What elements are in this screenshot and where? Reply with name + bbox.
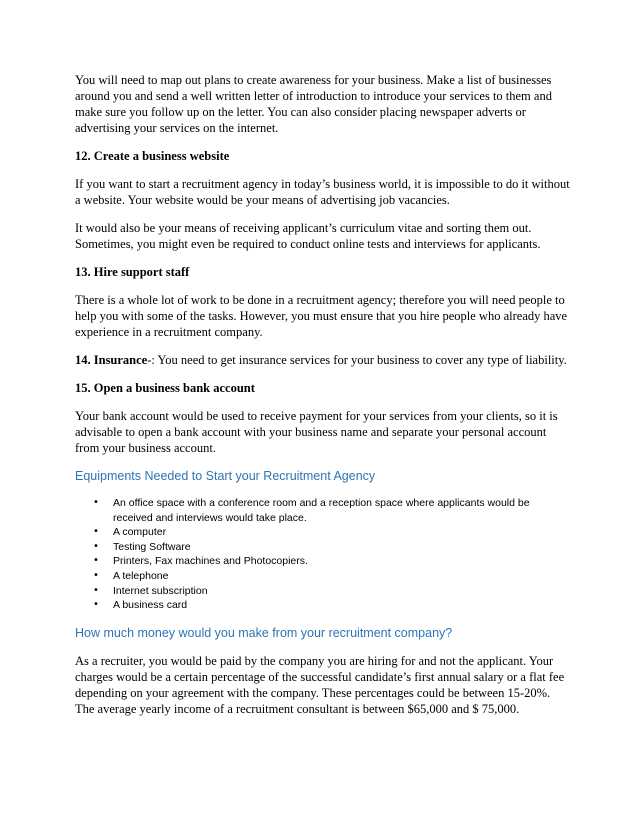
paragraph-insurance [75, 352, 570, 368]
bullet-icon: • [93, 555, 99, 567]
bullet-icon: • [93, 526, 99, 538]
bullet-icon: • [93, 584, 99, 596]
insurance-text: -: You need to get insurance services for your business to cover any type of liability. [147, 353, 567, 367]
bullet-icon: • [93, 497, 99, 508]
bullet-icon: • [93, 540, 99, 552]
heading-bank-account: 15. Open a business bank account [75, 381, 255, 395]
list-item: • A computer [93, 526, 167, 539]
heading-money: How much money would you make from your recruitment company? [75, 625, 453, 640]
list-item: • Testing Software [93, 540, 191, 553]
paragraph-website-cv: It would also be your means of receiving applicant’s curriculum vitae and sorting them out. Sometimes, you might even be required to conduct online tests and interviews for applicants. [75, 221, 541, 251]
paragraph-website-intro: If you want to start a recruitment agency in today’s business world, it is impossible to do it without a website. Your website would be your means of advertising job vacancies. [75, 177, 570, 207]
list-item: • An office space with a conference room and a reception space where applicants would be received and interviews would take place. [93, 497, 530, 524]
equipment-list [75, 496, 570, 613]
bullet-icon: • [93, 569, 99, 581]
list-item: • Internet subscription [93, 584, 208, 597]
list-item: • A business card [93, 599, 188, 612]
paragraph-bank-account: Your bank account would be used to receive payment for your services from your clients, so it is advisable to open a bank account with your business name and separate your personal account from your business account. [75, 409, 558, 455]
paragraph-income: As a recruiter, you would be paid by the company you are hiring for and not the applicant. Your charges would be a certain percentage of the successful candidate’s first annual salary or a flat fee depending on your agreement with the company. These percentages could be between 15-20%. The average yearly income of a recruitment consultant is between $65,000 and $ 75,000. [75, 653, 565, 716]
heading-business-website: 12. Create a business website [75, 149, 230, 163]
paragraph-support-staff: There is a whole lot of work to be done in a recruitment agency; therefore you will need people to help you with some of the tasks. However, you must ensure that you hire people who already have experience in a recruitment company. [75, 293, 568, 339]
bullet-icon: • [93, 599, 99, 611]
paragraph-awareness: You will need to map out plans to create awareness for your business. Make a list of businesses around you and send a well written letter of introduction to introduce your services to them and make sure you follow up on the letter. You can also consider placing newspaper adverts or advertising your services on the internet. [75, 73, 552, 135]
heading-support-staff: 13. Hire support staff [75, 265, 190, 279]
heading-equipments: Equipments Needed to Start your Recruitment Agency [75, 469, 376, 483]
list-item: • A telephone [93, 569, 169, 582]
document-page [75, 72, 570, 729]
insurance-label: 14. Insurance [75, 353, 148, 367]
list-item: • Printers, Fax machines and Photocopiers. [93, 555, 308, 568]
